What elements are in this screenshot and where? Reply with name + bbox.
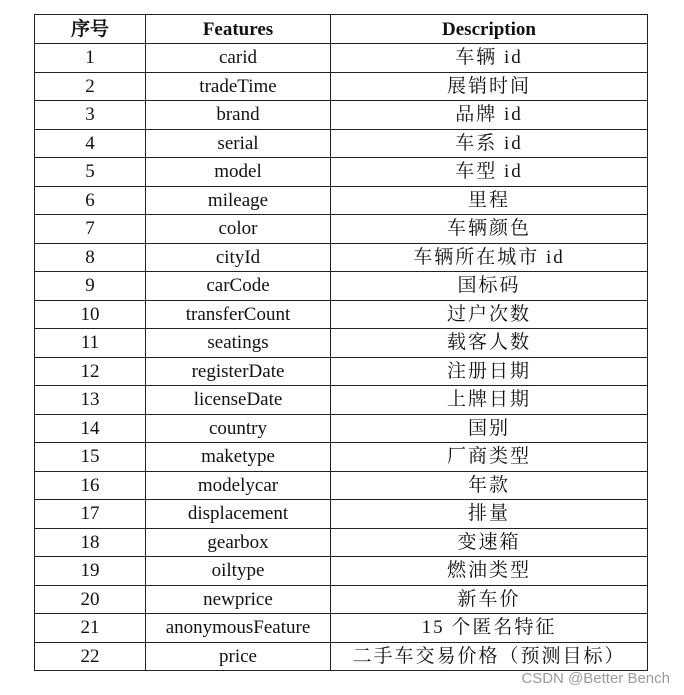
row-feature: seatings: [146, 329, 331, 358]
row-index: 9: [35, 272, 146, 301]
table-row: [35, 443, 648, 472]
row-feature: price: [146, 642, 331, 671]
table-row: [35, 500, 648, 529]
row-index: 3: [35, 101, 146, 130]
row-index: 14: [35, 414, 146, 443]
table-header-row: [35, 15, 648, 44]
row-index: 8: [35, 243, 146, 272]
table-row: [35, 158, 648, 187]
row-feature: tradeTime: [146, 72, 331, 101]
row-index: 19: [35, 557, 146, 586]
table-row: [35, 243, 648, 272]
row-index: 15: [35, 443, 146, 472]
row-index: 1: [35, 44, 146, 73]
row-feature: serial: [146, 129, 331, 158]
row-feature: newprice: [146, 585, 331, 614]
table-row: [35, 215, 648, 244]
header-description: Description: [331, 15, 648, 44]
table-row: [35, 72, 648, 101]
table-row: [35, 44, 648, 73]
table-row: [35, 329, 648, 358]
row-feature: registerDate: [146, 357, 331, 386]
table-row: [35, 614, 648, 643]
row-index: 4: [35, 129, 146, 158]
row-description: 国别: [331, 414, 648, 443]
header-features: Features: [146, 15, 331, 44]
row-description: 变速箱: [331, 528, 648, 557]
row-feature: color: [146, 215, 331, 244]
row-feature: oiltype: [146, 557, 331, 586]
table-row: [35, 557, 648, 586]
row-description: 车辆所在城市 id: [331, 243, 648, 272]
row-description: 新车价: [331, 585, 648, 614]
row-feature: modelycar: [146, 471, 331, 500]
row-feature: anonymousFeature: [146, 614, 331, 643]
row-feature: model: [146, 158, 331, 187]
row-feature: carCode: [146, 272, 331, 301]
row-index: 11: [35, 329, 146, 358]
row-feature: country: [146, 414, 331, 443]
row-feature: displacement: [146, 500, 331, 529]
row-description: 排量: [331, 500, 648, 529]
row-index: 5: [35, 158, 146, 187]
features-table: [34, 14, 648, 671]
row-description: 国标码: [331, 272, 648, 301]
row-description: 车系 id: [331, 129, 648, 158]
row-description: 厂商类型: [331, 443, 648, 472]
watermark: CSDN @Better Bench: [521, 670, 670, 687]
row-description: 上牌日期: [331, 386, 648, 415]
row-description: 年款: [331, 471, 648, 500]
row-index: 18: [35, 528, 146, 557]
row-index: 2: [35, 72, 146, 101]
row-feature: gearbox: [146, 528, 331, 557]
row-index: 16: [35, 471, 146, 500]
row-index: 13: [35, 386, 146, 415]
row-feature: brand: [146, 101, 331, 130]
row-description: 15 个匿名特征: [331, 614, 648, 643]
table-row: [35, 129, 648, 158]
row-description: 车辆 id: [331, 44, 648, 73]
row-index: 12: [35, 357, 146, 386]
row-description: 燃油类型: [331, 557, 648, 586]
table-row: [35, 414, 648, 443]
table-row: [35, 272, 648, 301]
table-row: [35, 471, 648, 500]
row-feature: licenseDate: [146, 386, 331, 415]
table-row: [35, 585, 648, 614]
row-feature: cityId: [146, 243, 331, 272]
row-index: 20: [35, 585, 146, 614]
row-description: 注册日期: [331, 357, 648, 386]
table-body: [35, 44, 648, 671]
row-description: 品牌 id: [331, 101, 648, 130]
table-row: [35, 642, 648, 671]
header-index: 序号: [35, 15, 146, 44]
row-feature: carid: [146, 44, 331, 73]
row-description: 里程: [331, 186, 648, 215]
row-index: 21: [35, 614, 146, 643]
row-description: 车型 id: [331, 158, 648, 187]
row-description: 二手车交易价格（预测目标）: [331, 642, 648, 671]
row-index: 17: [35, 500, 146, 529]
row-description: 展销时间: [331, 72, 648, 101]
table-row: [35, 357, 648, 386]
row-description: 载客人数: [331, 329, 648, 358]
row-index: 6: [35, 186, 146, 215]
row-feature: mileage: [146, 186, 331, 215]
table-row: [35, 186, 648, 215]
table-row: [35, 386, 648, 415]
table-row: [35, 528, 648, 557]
row-feature: maketype: [146, 443, 331, 472]
row-feature: transferCount: [146, 300, 331, 329]
table-row: [35, 300, 648, 329]
row-index: 10: [35, 300, 146, 329]
row-description: 车辆颜色: [331, 215, 648, 244]
row-index: 7: [35, 215, 146, 244]
row-index: 22: [35, 642, 146, 671]
row-description: 过户次数: [331, 300, 648, 329]
table-row: [35, 101, 648, 130]
